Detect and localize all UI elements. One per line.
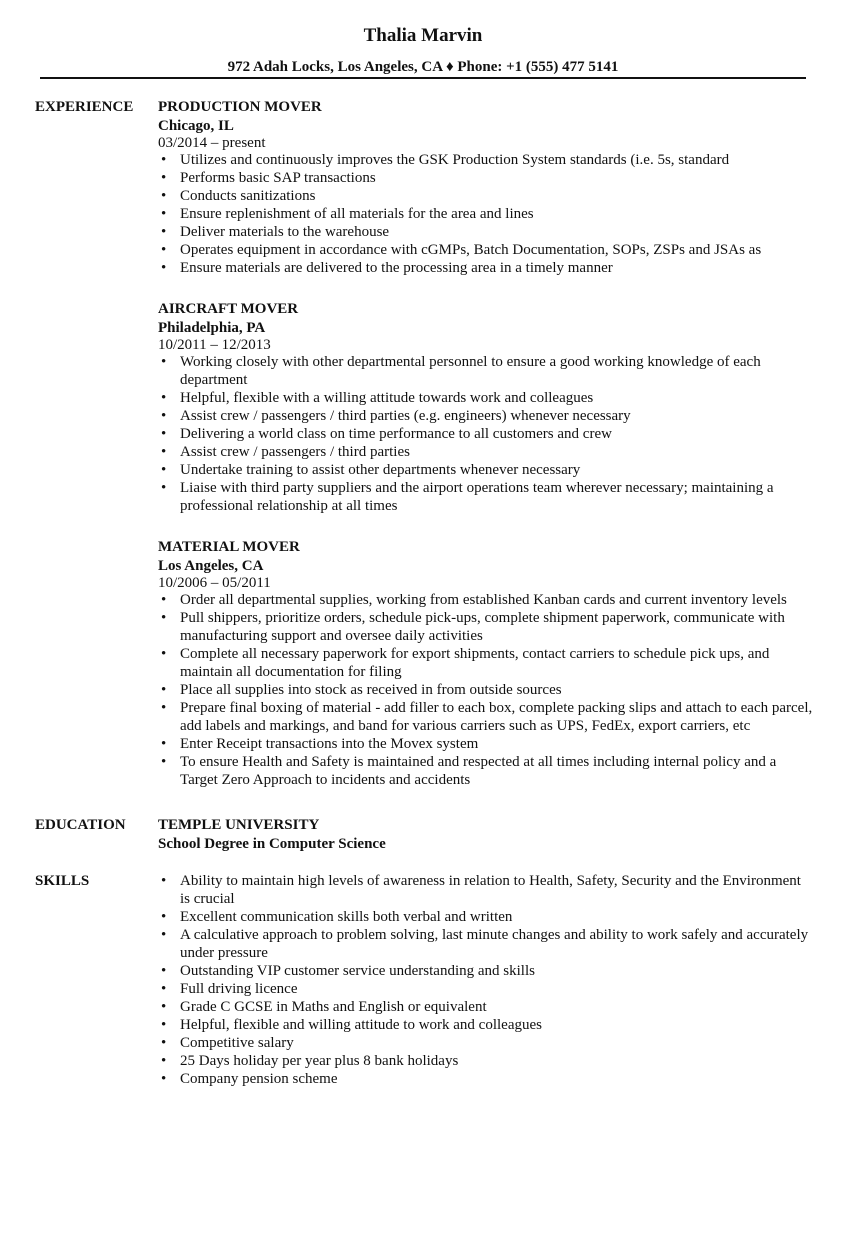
list-item: • Deliver materials to the warehouse (161, 224, 390, 240)
list-item: • Ability to maintain high levels of awareness in relation to Health, Safety, Security and the Environment is crucial (161, 873, 801, 907)
school-name: TEMPLE UNIVERSITY (158, 817, 320, 833)
list-item: • Prepare final boxing of material - add filler to each box, complete packing slips and attach to each parcel, add labels and markings, and band for various carriers such as UPS, FedEx, export carriers, etc (161, 700, 813, 734)
list-item: • Place all supplies into stock as received in from outside sources (161, 682, 562, 698)
job-location: Philadelphia, PA (158, 320, 266, 336)
list-item: • Pull shippers, prioritize orders, schedule pick-ups, complete shipment paperwork, communicate with manufacturing support and oversee daily activities (161, 610, 785, 644)
bullet-icon: • (161, 390, 167, 406)
list-item: • Assist crew / passengers / third parties (e.g. engineers) whenever necessary (161, 408, 631, 424)
list-item: • Ensure replenishment of all materials for the area and lines (161, 206, 534, 222)
job-bullets (158, 151, 813, 277)
list-item: • Grade C GCSE in Maths and English or equivalent (161, 999, 487, 1015)
bullet-icon: • (161, 1017, 167, 1033)
job-location: Chicago, IL (158, 118, 234, 134)
job-bullets (158, 353, 813, 515)
bullet-icon: • (161, 700, 167, 716)
candidate-name: Thalia Marvin (363, 25, 483, 46)
list-item: • Outstanding VIP customer service understanding and skills (161, 963, 535, 979)
bullet-icon: • (161, 444, 167, 460)
bullet-icon: • (161, 592, 167, 608)
job-dates: 03/2014 – present (158, 135, 266, 151)
list-item: • Performs basic SAP transactions (161, 170, 376, 186)
job-title: PRODUCTION MOVER (158, 99, 322, 115)
job-dates: 10/2006 – 05/2011 (158, 575, 271, 591)
job-title: MATERIAL MOVER (158, 539, 300, 555)
bullet-icon: • (161, 354, 167, 370)
bullet-icon: • (161, 682, 167, 698)
bullet-icon: • (161, 963, 167, 979)
bullet-icon: • (161, 736, 167, 752)
bullet-icon: • (161, 188, 167, 204)
education-heading: EDUCATION (35, 817, 126, 833)
bullet-icon: • (161, 408, 167, 424)
list-item: • Conducts sanitizations (161, 188, 316, 204)
skills-bullets (158, 872, 813, 1088)
skills-heading: SKILLS (35, 873, 90, 889)
job-bullets (158, 591, 813, 789)
list-item: • Helpful, flexible with a willing attitude towards work and colleagues (161, 390, 594, 406)
list-item: • Enter Receipt transactions into the Movex system (161, 736, 479, 752)
list-item: • Delivering a world class on time performance to all customers and crew (161, 426, 612, 442)
degree: School Degree in Computer Science (158, 836, 386, 852)
bullet-icon: • (161, 170, 167, 186)
list-item: • Helpful, flexible and willing attitude to work and colleagues (161, 1017, 542, 1033)
job-entry-3 (158, 538, 813, 789)
list-item: • Operates equipment in accordance with cGMPs, Batch Documentation, SOPs, ZSPs and JSAs as (161, 242, 762, 258)
bullet-icon: • (161, 224, 167, 240)
bullet-icon: • (161, 260, 167, 276)
bullet-icon: • (161, 426, 167, 442)
job-entry-1 (158, 98, 813, 277)
list-item: • Working closely with other departmental personnel to ensure a good working knowledge of each department (161, 354, 761, 388)
bullet-icon: • (161, 999, 167, 1015)
bullet-icon: • (161, 927, 167, 943)
list-item: • Excellent communication skills both verbal and written (161, 909, 513, 925)
bullet-icon: • (161, 152, 167, 168)
bullet-icon: • (161, 462, 167, 478)
bullet-icon: • (161, 610, 167, 626)
contact-line: 972 Adah Locks, Los Angeles, CA ♦ Phone: +1 (555) 477 5141 (227, 59, 619, 75)
list-item: • Competitive salary (161, 1035, 294, 1051)
bullet-icon: • (161, 480, 167, 496)
list-item: • 25 Days holiday per year plus 8 bank holidays (161, 1053, 459, 1069)
list-item: • Company pension scheme (161, 1071, 338, 1087)
header-divider (40, 77, 806, 79)
list-item: • Complete all necessary paperwork for export shipments, contact carriers to schedule pick ups, and maintain all documentation for filing (161, 646, 770, 680)
bullet-icon: • (161, 754, 167, 770)
list-item: • Full driving licence (161, 981, 298, 997)
bullet-icon: • (161, 242, 167, 258)
bullet-icon: • (161, 1071, 167, 1087)
list-item: • Undertake training to assist other departments whenever necessary (161, 462, 581, 478)
bullet-icon: • (161, 909, 167, 925)
bullet-icon: • (161, 206, 167, 222)
job-dates: 10/2011 – 12/2013 (158, 337, 271, 353)
list-item: • Liaise with third party suppliers and the airport operations team wherever necessary; maintaining a professional relationship at all times (161, 480, 774, 514)
list-item: • Order all departmental supplies, working from established Kanban cards and current inventory levels (161, 592, 787, 608)
list-item: • Ensure materials are delivered to the processing area in a timely manner (161, 260, 613, 276)
bullet-icon: • (161, 1035, 167, 1051)
job-location: Los Angeles, CA (158, 558, 264, 574)
bullet-icon: • (161, 646, 167, 662)
bullet-icon: • (161, 981, 167, 997)
education-entry (158, 816, 813, 853)
job-title: AIRCRAFT MOVER (158, 301, 299, 317)
bullet-icon: • (161, 1053, 167, 1069)
list-item: • To ensure Health and Safety is maintained and respected at all times including internal policy and a Target Zero Approach to incidents and accidents (161, 754, 777, 788)
list-item: • Assist crew / passengers / third parties (161, 444, 410, 460)
list-item: • Utilizes and continuously improves the GSK Production System standards (i.e. 5s, standard (161, 152, 730, 168)
bullet-icon: • (161, 873, 167, 889)
experience-heading: EXPERIENCE (35, 99, 134, 115)
list-item: • A calculative approach to problem solving, last minute changes and ability to work safely and accurately under pressure (161, 927, 809, 961)
skills-list (158, 872, 813, 1088)
job-entry-2 (158, 300, 813, 515)
